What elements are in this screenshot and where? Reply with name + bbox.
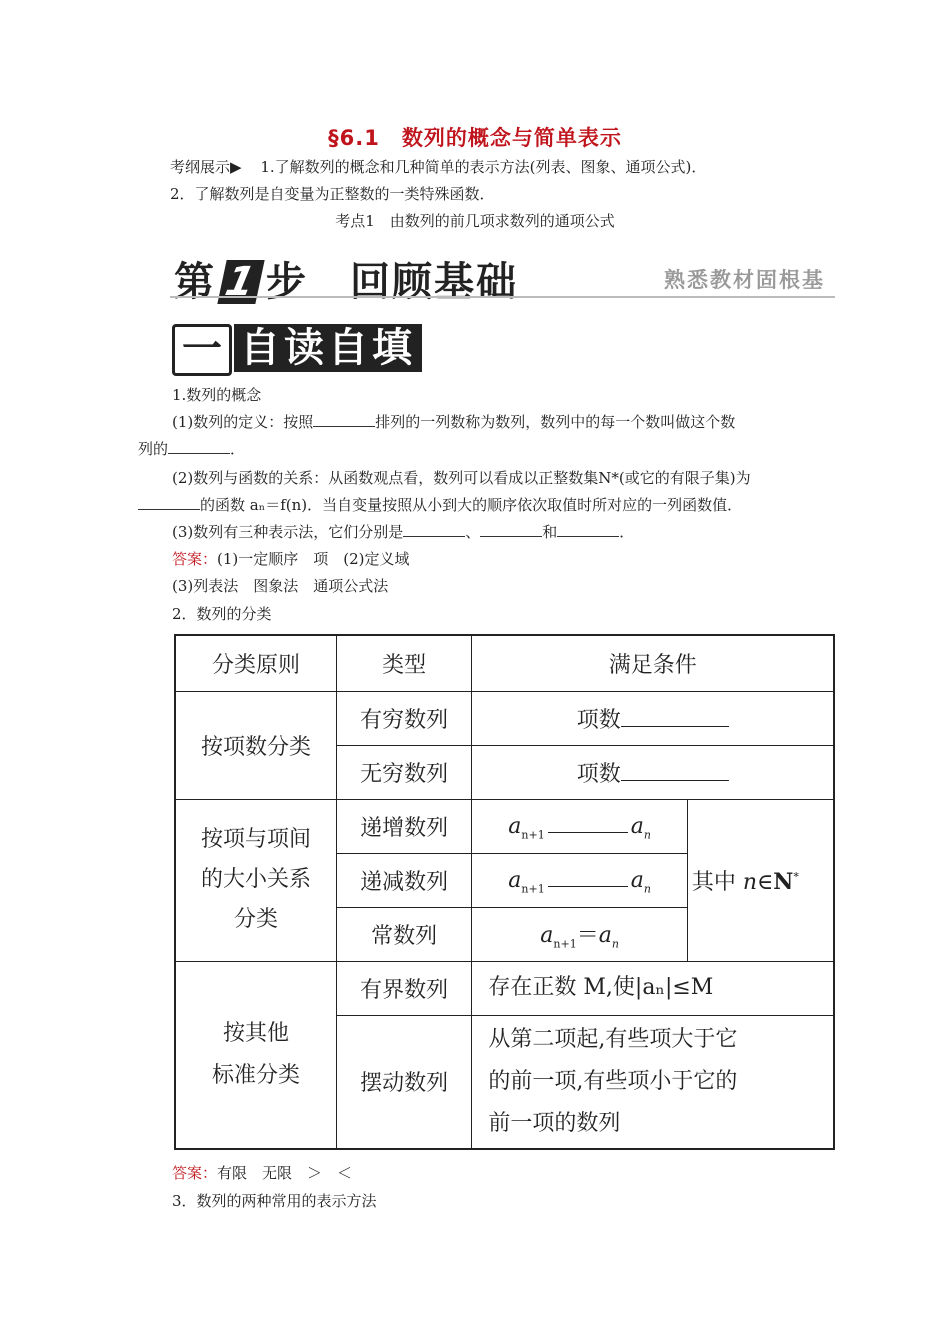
banner-prefix: 第 <box>174 259 216 305</box>
s3-heading: 3．数列的两种常用的表示方法 <box>172 1192 377 1210</box>
math-sub: n+1 <box>553 937 577 951</box>
type-decreasing: 递减数列 <box>336 853 472 907</box>
header-condition: 满足条件 <box>472 635 834 691</box>
s1-p3-sep1: 、 <box>465 523 481 541</box>
type-constant: 常数列 <box>336 907 472 961</box>
header-principle: 分类原则 <box>175 635 336 691</box>
math-sub: n <box>611 937 619 951</box>
math-a: a <box>508 868 522 894</box>
fill-blank <box>403 522 465 537</box>
cond-label: 项数 <box>576 707 621 733</box>
s1-p2: (2)数列与函数的关系：从函数观点看，数列可以看成以正整数集N*(或它的有限子集)为 <box>172 469 751 487</box>
syllabus-item-1: 1.了解数列的概念和几种简单的表示方法(列表、图象、通项公式)． <box>260 158 707 176</box>
fill-blank <box>480 522 542 537</box>
table-row <box>175 799 834 853</box>
section-header <box>172 320 442 372</box>
s1-p3-end: ． <box>619 523 635 541</box>
note-var: n <box>742 869 757 895</box>
fill-blank <box>621 758 729 781</box>
math-a: a <box>598 922 612 948</box>
s1-answer-1: (1)一定顺序 项 (2)定义域 <box>217 550 410 568</box>
banner-subtitle: 熟悉教材固根基 <box>664 268 825 292</box>
s2-answer <box>172 1162 352 1184</box>
s1-p1d: ． <box>230 440 246 458</box>
s1-p3a: (3)数列有三种表示法，它们分别是 <box>172 523 404 541</box>
s2-heading: 2．数列的分类 <box>172 605 272 623</box>
fill-blank <box>313 412 375 427</box>
s1-p3-sep2: 和 <box>542 523 558 541</box>
s1-heading: 1.数列的概念 <box>172 386 262 404</box>
table-header-row <box>175 635 834 691</box>
s1-answer <box>172 548 410 570</box>
table-row <box>175 691 834 745</box>
s1-p1b: 排列的一列数称为数列，数列中的每一个数叫做这个数 <box>375 413 736 431</box>
banner-divider <box>170 296 835 298</box>
group-line: 的大小关系 <box>200 867 311 892</box>
s1-p2b: 的函数 aₙ＝f(n)．当自变量按照从小到大的顺序依次取值时所对应的一列函数值． <box>200 496 743 514</box>
note-star: * <box>793 870 799 884</box>
step-banner <box>170 246 835 305</box>
cond-oscillating <box>472 1015 834 1149</box>
table-row <box>175 961 834 1015</box>
cond-line: 前一项的数列 <box>488 1110 621 1136</box>
math-a: a <box>540 922 554 948</box>
math-sub: n <box>643 882 651 896</box>
note-text: 其中 <box>691 869 743 895</box>
group-other <box>175 961 336 1149</box>
cond-constant <box>472 907 687 961</box>
group-line: 分类 <box>233 907 278 932</box>
type-bounded: 有界数列 <box>336 961 472 1015</box>
s1-p3 <box>172 521 634 543</box>
syllabus-item-2: 2．了解数列是自变量为正整数的一类特殊函数． <box>170 185 495 203</box>
cond-decreasing <box>472 853 687 907</box>
type-oscillating: 摆动数列 <box>336 1015 472 1149</box>
type-finite: 有穷数列 <box>336 691 472 745</box>
answer-label: 答案： <box>172 1164 218 1182</box>
banner-suffix: 步 回顾基础 <box>266 259 518 305</box>
s1-answer-2: (3)列表法 图象法 通项公式法 <box>172 577 389 595</box>
fill-blank <box>548 810 628 833</box>
s1-p2-cont <box>138 494 742 516</box>
s1-p1c: 列的 <box>138 440 169 458</box>
note-set: N <box>773 868 794 895</box>
cond-line: 的前一项,有些项小于它的 <box>488 1068 738 1094</box>
math-a: a <box>630 814 644 840</box>
cond-infinite <box>472 745 834 799</box>
group-line: 按其他 <box>222 1020 289 1046</box>
cond-increasing <box>472 799 687 853</box>
type-increasing: 递增数列 <box>336 799 472 853</box>
cond-label: 项数 <box>576 761 621 787</box>
banner-title <box>174 250 518 307</box>
group-by-order <box>175 799 336 961</box>
math-sub: n <box>643 828 651 842</box>
s1-p1-cont <box>138 438 245 460</box>
math-eq: ＝ <box>576 922 599 948</box>
header-type: 类型 <box>336 635 472 691</box>
math-a: a <box>508 814 522 840</box>
group-line: 标准分类 <box>211 1062 300 1088</box>
fill-blank <box>168 439 230 454</box>
math-a: a <box>630 868 644 894</box>
math-sub: n+1 <box>521 828 545 842</box>
section-header-text: 自读自填 <box>234 324 422 372</box>
cond-finite <box>472 691 834 745</box>
page-title: §6.1 数列的概念与简单表示 <box>328 126 622 150</box>
fill-blank <box>621 704 729 727</box>
classification-table <box>174 634 835 1150</box>
s2-answer-text: 有限 无限 ＞ ＜ <box>217 1164 353 1182</box>
s1-p1 <box>172 411 735 433</box>
answer-label: 答案： <box>172 550 218 568</box>
fill-blank <box>138 495 200 510</box>
cond-bounded: 存在正数 M,使|aₙ|≤M <box>472 961 834 1015</box>
s1-p1a: (1)数列的定义：按照 <box>172 413 314 431</box>
step-number-badge: 1 <box>217 260 264 304</box>
fill-blank <box>557 522 619 537</box>
type-infinite: 无穷数列 <box>336 745 472 799</box>
syllabus-line-1 <box>170 156 706 178</box>
cond-line: 从第二项起,有些项大于它 <box>488 1026 738 1052</box>
topic-heading: 考点1 由数列的前几项求数列的通项公式 <box>335 212 615 230</box>
note-in: ∈ <box>757 869 774 895</box>
group-by-count: 按项数分类 <box>175 691 336 799</box>
fill-blank <box>548 864 628 887</box>
group-line: 按项与项间 <box>200 827 311 852</box>
section-header-number: 一 <box>172 324 232 376</box>
order-note <box>687 799 834 961</box>
syllabus-label: 考纲展示▶ <box>170 158 242 176</box>
math-sub: n+1 <box>521 882 545 896</box>
